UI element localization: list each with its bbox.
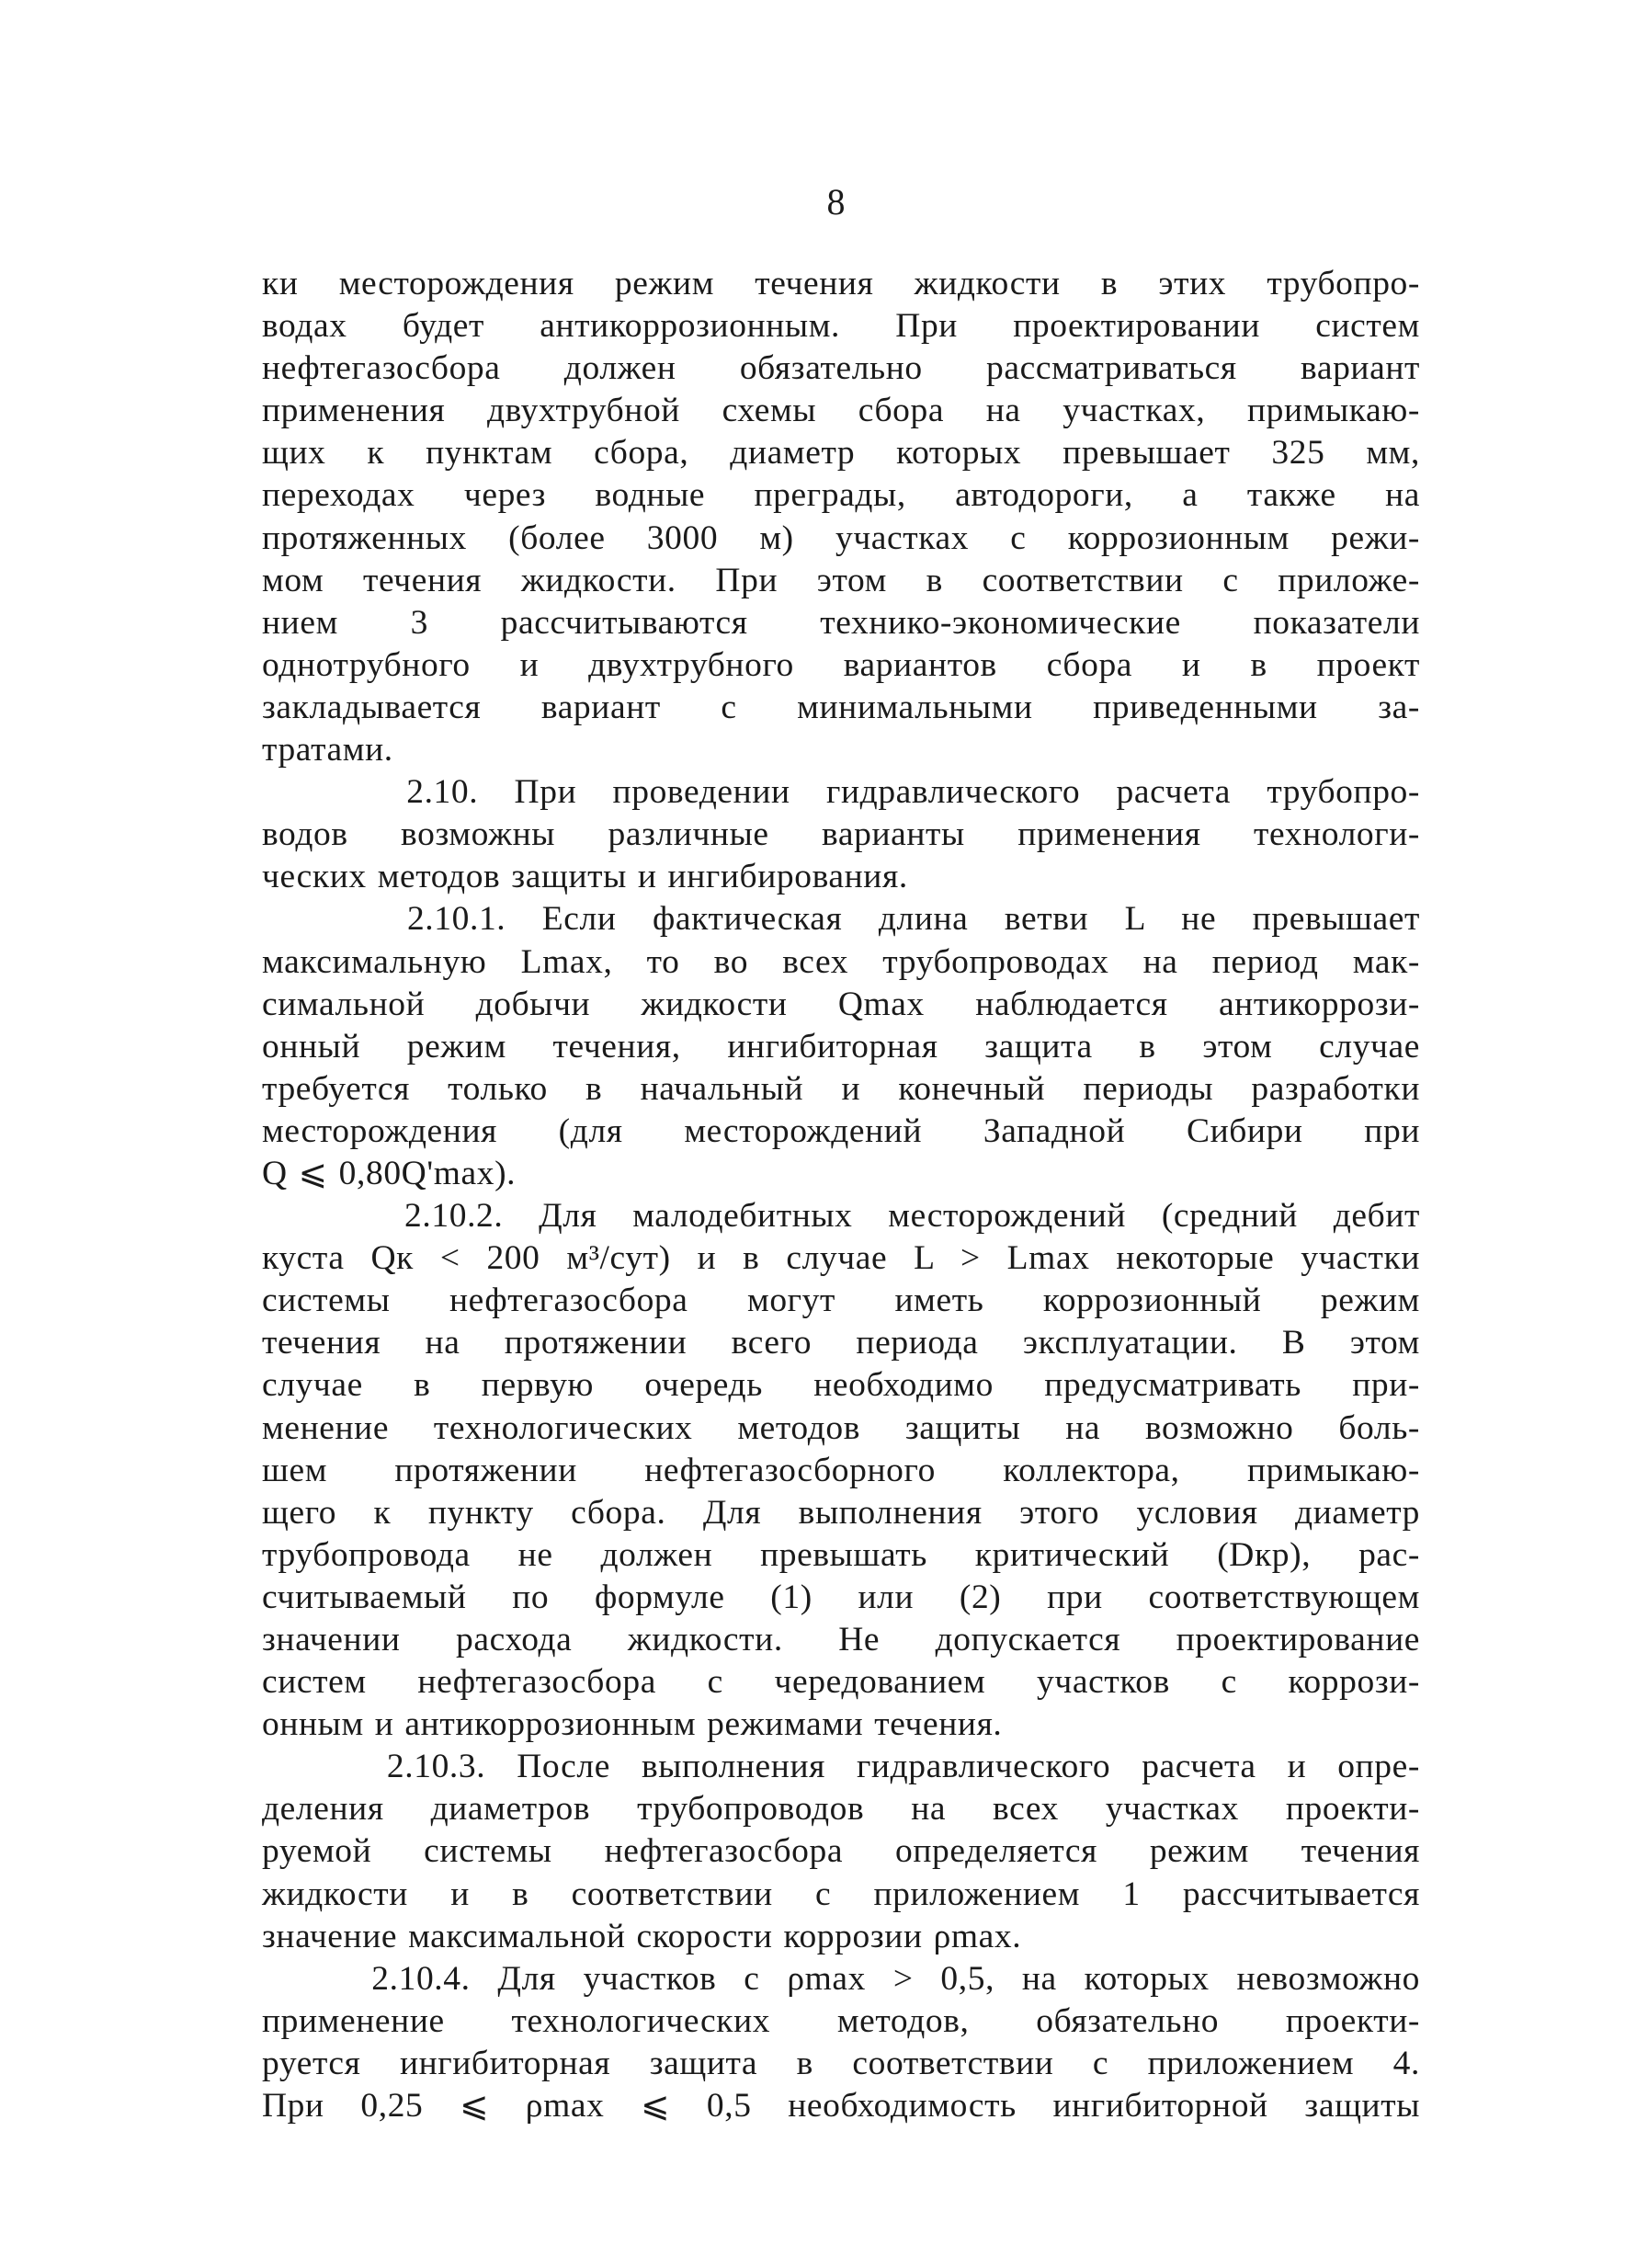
text-line: протяженных (более 3000 м) участках с коррозионным режи- xyxy=(262,519,1420,557)
text-line: жидкости и в соответствии с приложением 1 рассчитывается xyxy=(262,1875,1420,1913)
text-line: тратами. xyxy=(262,731,393,769)
text-line: применение технологических методов, обязательно проекти- xyxy=(262,2001,1420,2040)
text-line: щего к пункту сбора. Для выполнения этого условия диаметр xyxy=(262,1493,1420,1532)
text-line: случае в первую очередь необходимо предусматривать при- xyxy=(262,1366,1420,1405)
text-line: систем нефтегазосбора с чередованием участков с коррози- xyxy=(262,1663,1420,1702)
body-text xyxy=(262,263,1420,2127)
text-line: руется ингибиторная защита в соответствии с приложением 4. xyxy=(262,2044,1420,2082)
paragraph-2-10-4 xyxy=(262,1958,1420,2127)
text-line: трубопровода не должен превышать критический (Dкр), рас- xyxy=(262,1535,1420,1574)
text-line: 2.10. При проведении гидравлического расчета трубопро- xyxy=(262,773,1420,812)
text-line: ческих методов защиты и ингибирования. xyxy=(262,858,908,896)
text-line: щих к пунктам сбора, диаметр которых превышает 325 мм, xyxy=(262,434,1420,473)
text-line: нефтегазосбора должен обязательно рассматриваться вариант xyxy=(262,349,1420,388)
text-line: максимальную Lmax, то во всех трубопроводах на период мак- xyxy=(262,942,1420,981)
text-line: считываемый по формуле (1) или (2) при соответствующем xyxy=(262,1578,1420,1616)
text-line: требуется только в начальный и конечный периоды разработки xyxy=(262,1069,1420,1108)
text-line: Q ⩽ 0,80Q'max). xyxy=(262,1154,517,1192)
text-line: водах будет антикоррозионным. При проектировании систем xyxy=(262,307,1420,346)
text-line: системы нефтегазосбора могут иметь коррозионный режим xyxy=(262,1282,1420,1320)
paragraph-continuation xyxy=(262,263,1420,771)
text-line: 2.10.3. После выполнения гидравлического расчета и опре- xyxy=(262,1748,1420,1786)
text-line: течения на протяжении всего периода эксплуатации. В этом xyxy=(262,1324,1420,1362)
text-line: однотрубного и двухтрубного вариантов сбора и в проект xyxy=(262,645,1420,684)
text-line: онный режим течения, ингибиторная защита в этом случае xyxy=(262,1027,1420,1066)
text-line: менение технологических методов защиты на возможно боль- xyxy=(262,1408,1420,1447)
text-line: шем протяжении нефтегазосборного коллектора, примыкаю- xyxy=(262,1451,1420,1489)
page-number: 8 xyxy=(826,181,847,222)
text-line: 2.10.4. Для участков с ρmax > 0,5, на которых невозможно xyxy=(262,1959,1420,1998)
text-line: переходах через водные преграды, автодороги, а также на xyxy=(262,476,1420,515)
text-line: нием 3 рассчитываются технико-экономические показатели xyxy=(262,603,1420,642)
paragraph-2-10 xyxy=(262,771,1420,898)
text-line: водов возможны различные варианты применения технологи- xyxy=(262,815,1420,854)
paragraph-2-10-3 xyxy=(262,1746,1420,1957)
text-line: применения двухтрубной схемы сбора на участках, примыкаю- xyxy=(262,392,1420,430)
text-line: онным и антикоррозионным режимами течения. xyxy=(262,1705,1003,1744)
paragraph-2-10-2 xyxy=(262,1195,1420,1746)
text-line: закладывается вариант с минимальными приведенными за- xyxy=(262,688,1420,726)
text-line: деления диаметров трубопроводов на всех участках проекти- xyxy=(262,1790,1420,1829)
text-line: 2.10.1. Если фактическая длина ветви L не превышает xyxy=(262,900,1420,939)
text-line: симальной добычи жидкости Qmax наблюдается антикоррози- xyxy=(262,985,1420,1023)
text-line: ки месторождения режим течения жидкости в этих трубопро- xyxy=(262,265,1420,302)
text-line: 2.10.2. Для малодебитных месторождений (средний дебит xyxy=(262,1197,1420,1236)
text-line: месторождения (для месторождений Западной Сибири при xyxy=(262,1111,1420,1150)
text-line: куста Qк < 200 м³/сут) и в случае L > Lmax некоторые участки xyxy=(262,1239,1420,1278)
paragraph-2-10-1 xyxy=(262,898,1420,1195)
text-line: значение максимальной скорости коррозии ρmax. xyxy=(262,1917,1022,1955)
text-line: руемой системы нефтегазосбора определяется режим течения xyxy=(262,1832,1420,1871)
text-line: При 0,25 ⩽ ρmax ⩽ 0,5 необходимость ингибиторной защиты xyxy=(262,2087,1420,2126)
text-line: мом течения жидкости. При этом в соответствии с приложе- xyxy=(262,561,1420,599)
text-line: значении расхода жидкости. Не допускается проектирование xyxy=(262,1621,1420,1658)
